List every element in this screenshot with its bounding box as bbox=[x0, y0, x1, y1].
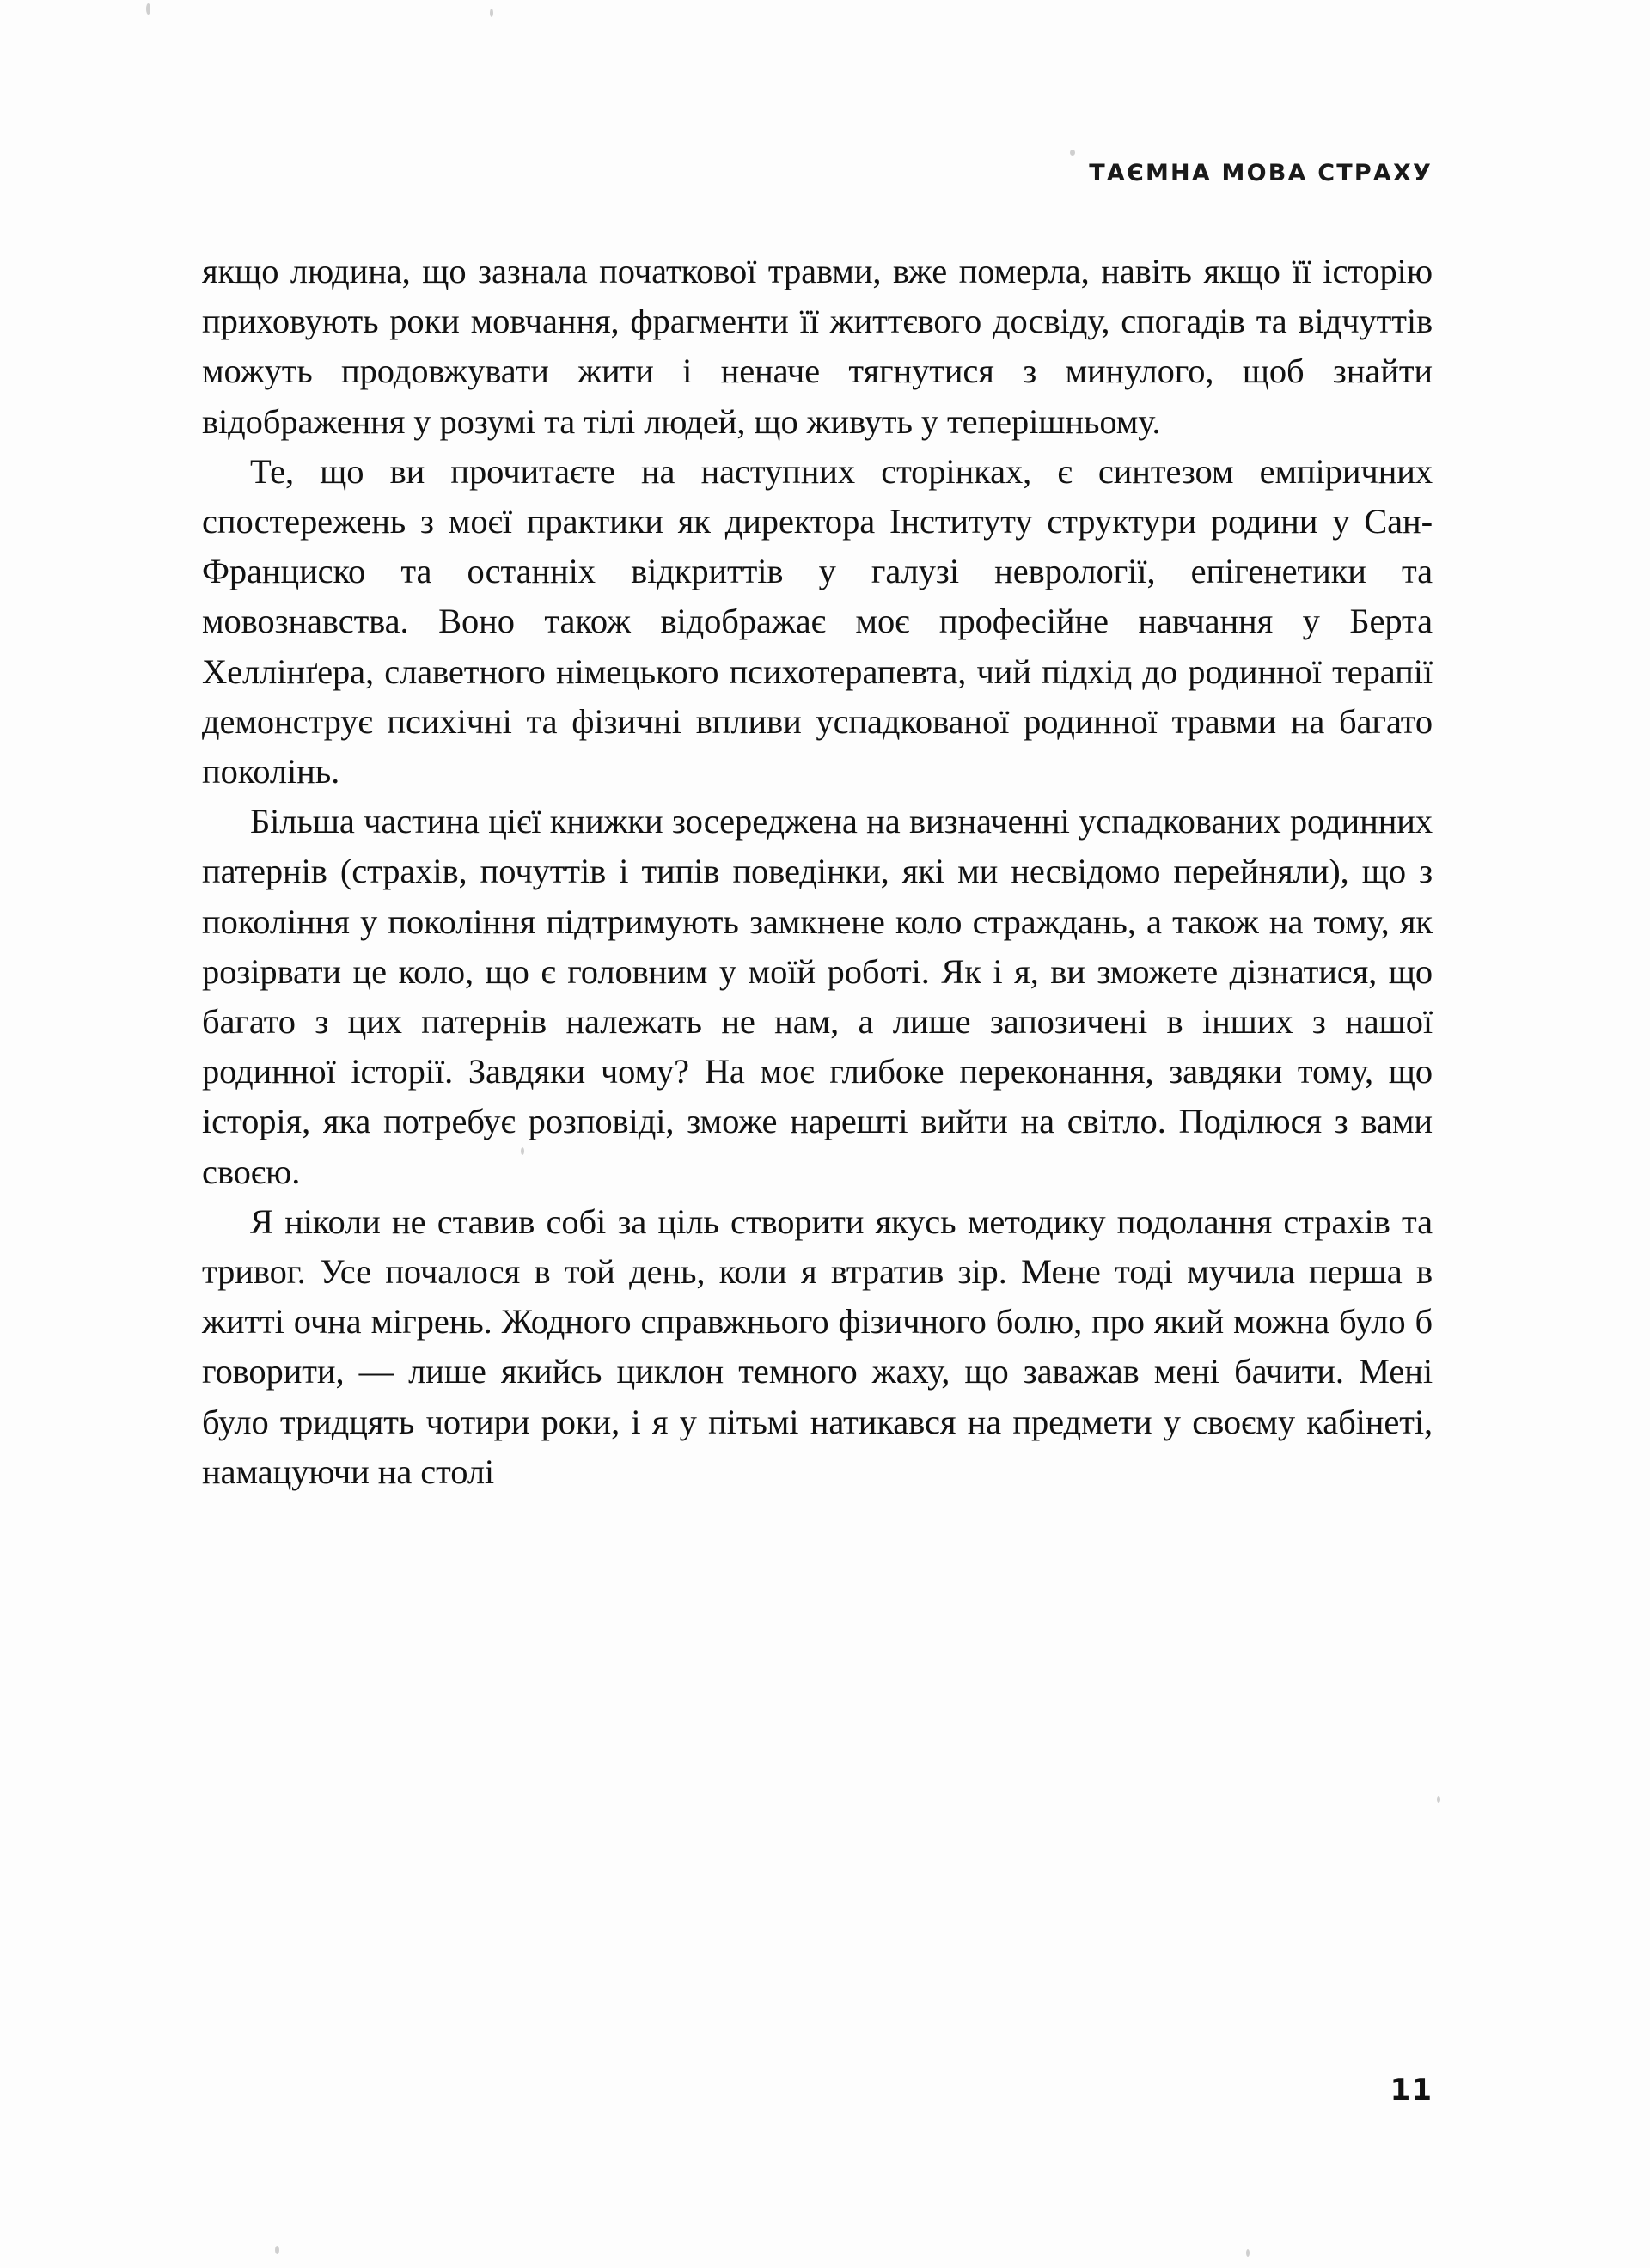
scan-speck bbox=[1246, 2249, 1250, 2257]
scan-speck bbox=[146, 3, 150, 15]
paragraph-4: Я ніколи не ставив собі за ціль створити якусь методику подолання страхів та тривог. Усе почалося в той день, коли я втратив зір. Мене тоді мучила перша в житті очна мігрень. Жодного справжнього фізичного болю, про який можна було б говорити, — лише якийсь циклон темного жаху, що заважав мені бачити. Мені було тридцять чотири роки, і я у пітьмі натикався на предмети у своєму кабінеті, намацуючи на столі bbox=[202, 1201, 1433, 1491]
paragraph-3: Більша частина цієї книжки зосереджена на визначенні успадкованих родинних патернів (страхів, почуттів і типів поведінки, які ми несвідомо перейняли), що з покоління у покоління підтримують замкнене коло страждань, а також на тому, як розірвати це коло, що є головним у моїй роботі. Як і я, ви зможете дізнатися, що багато з цих патернів належать не нам, а лише запозичені в інших з нашої родинної історії. Завдяки чому? На моє глибоке переконання, завдяки тому, що історія, яка потребує розповіді, зможе нарешті вийти на світло. Поділюся з вами своєю. bbox=[202, 802, 1433, 1191]
page-number: 11 bbox=[1390, 2073, 1433, 2107]
scan-speck bbox=[1070, 150, 1075, 156]
paragraph-2: Те, що ви прочитаєте на наступних сторінках, є синтезом емпіричних спостережень з моєї практики як директора Інституту структури родини у Сан-Франциско та останніх відкриттів у галузі неврології, епігенетики та мовознавства. Воно також відображає моє професійне навчання у Берта Хеллінґера, славетного німецького психотерапевта, чий підхід до родинної терапії демонструє психічні та фізичні впливи успадкованої родинної травми на багато поколінь. bbox=[202, 451, 1433, 792]
scan-speck bbox=[275, 2246, 279, 2254]
scan-speck bbox=[1437, 1796, 1440, 1803]
running-head: ТАЄМНА МОВА СТРАХУ bbox=[1089, 160, 1433, 186]
body-text-block bbox=[202, 247, 1433, 1497]
scan-speck bbox=[490, 9, 493, 17]
paragraph-1: якщо людина, що зазнала початкової травми, вже померла, навіть якщо її історію приховують роки мовчання, фрагменти її життєвого досвіду, спогадів та відчуттів можуть продовжувати жити і неначе тягнутися з минулого, щоб знайти відображення у розумі та тілі людей, що живуть у теперішньому. bbox=[202, 252, 1433, 441]
